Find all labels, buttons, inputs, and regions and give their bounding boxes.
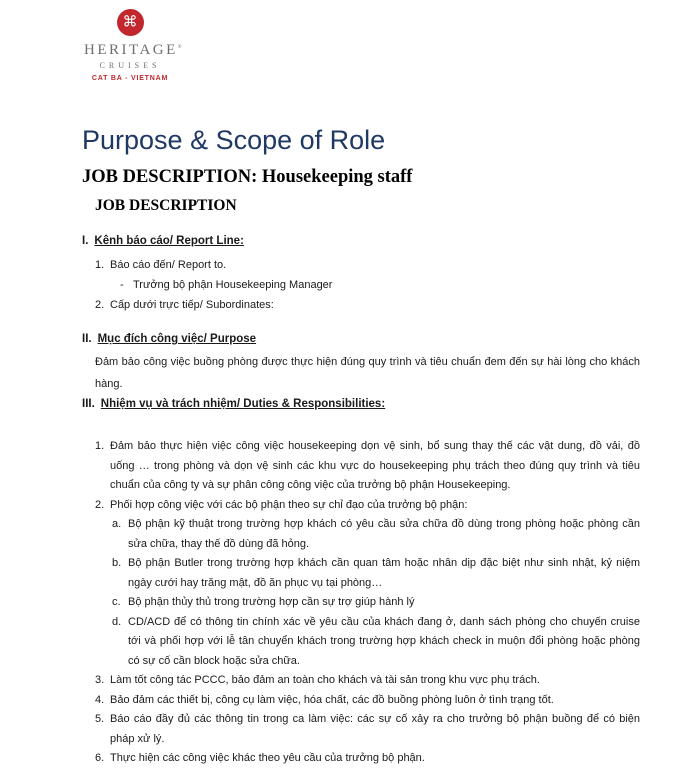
list-item xyxy=(82,437,640,496)
list-marker: 3. xyxy=(95,674,105,686)
list-item-text: Đảm bảo thực hiện việc công việc housekeeping dọn vệ sinh, bổ sung thay thế các vật dung, đồ vải, đồ uống … trong phòng và dọn vệ sinh các khu vực do housekeeping phụ trách theo đúng quy trình và tiêu chuẩn của công ty và sự phân công công việc của trưởng bộ phận Housekeeping. xyxy=(110,440,640,491)
report-line-items xyxy=(82,255,640,315)
list-marker: 5. xyxy=(95,713,105,725)
list-item-text: Bộ phận Butler trong trường hợp khách cần quan tâm hoặc nhân dịp đặc biệt như sinh nhật, kỷ niệm ngày cưới hay trăng mật, đồ ăn phục vụ tại phòng… xyxy=(128,557,640,589)
list-subitem xyxy=(82,515,640,554)
list-marker: 2. xyxy=(95,299,105,311)
purpose-paragraph: Đảm bảo công việc buồng phòng được thực hiện đúng quy trình và tiêu chuẩn đem đến sự hài lòng cho khách hàng. xyxy=(95,356,640,390)
section-numeral: II. xyxy=(82,333,92,345)
section-title: Nhiệm vụ và trách nhiệm/ Duties & Responsibilities: xyxy=(100,398,386,410)
list-marker: b. xyxy=(112,557,122,569)
logo-subbrand: CRUISES xyxy=(99,61,161,70)
page-title: Purpose & Scope of Role xyxy=(82,125,386,155)
list-subitem xyxy=(82,613,640,672)
section-purpose-header xyxy=(82,332,640,346)
list-subitem xyxy=(82,554,640,593)
list-item-text: CD/ACD để có thông tin chính xác về yêu cầu của khách đang ở, danh sách phòng cho chuyến cruise tới và phối hợp với lễ tân chuyển khách trong trường hợp khách check in muộn đổi phòng hoặc phòng có sự cố cần block hoặc sửa chữa. xyxy=(128,615,640,667)
list-marker: 1. xyxy=(95,259,105,271)
list-item xyxy=(82,496,640,516)
section-report-line-header xyxy=(82,234,640,248)
list-item-text: Trưởng bộ phận Housekeeping Manager xyxy=(133,279,333,291)
list-marker: a. xyxy=(112,518,122,530)
list-marker: - xyxy=(120,279,124,291)
list-marker: 4. xyxy=(95,693,105,706)
list-item xyxy=(82,710,640,749)
duties-list xyxy=(82,437,640,769)
list-marker: c. xyxy=(112,596,121,608)
list-marker: 2. xyxy=(95,498,105,511)
section-report-line xyxy=(82,234,640,315)
list-item-text: Thực hiện các công việc khác theo yêu cầu của trưởng bộ phận. xyxy=(110,752,425,764)
logo-brand-name xyxy=(84,42,182,59)
job-description-heading: JOB DESCRIPTION: Housekeeping staff xyxy=(82,167,413,187)
list-marker: d. xyxy=(112,615,122,628)
list-item-text: Báo cáo đầy đủ các thông tin trong ca làm việc: các sự cố xảy ra cho trưởng bộ phận buồng để có biện pháp xử lý. xyxy=(110,713,640,745)
section-title: Kênh báo cáo/ Report Line: xyxy=(94,235,244,247)
list-item xyxy=(82,671,640,691)
list-subitem xyxy=(82,275,640,295)
document-body xyxy=(82,124,640,769)
list-item-text: Bộ phận thủy thủ trong trường hợp cần sự trợ giúp hành lý xyxy=(128,596,415,608)
list-item-text: Cấp dưới trực tiếp/ Subordinates: xyxy=(110,299,274,311)
list-marker: 1. xyxy=(95,440,105,452)
trademark-symbol: ® xyxy=(177,45,182,50)
list-item-text: Báo cáo đến/ Report to. xyxy=(110,259,227,271)
section-numeral: III. xyxy=(82,398,95,410)
logo-location: CAT BA - VIETNAM xyxy=(91,75,169,82)
list-marker: 6. xyxy=(95,752,105,764)
section-purpose xyxy=(82,332,640,395)
section-numeral: I. xyxy=(82,235,89,247)
logo-brand-text: HERITAGE xyxy=(84,42,178,58)
job-description-subheading: JOB DESCRIPTION xyxy=(95,197,237,214)
list-item xyxy=(82,295,640,315)
list-item-text: Phối hợp công việc với các bộ phận theo sự chỉ đạo của trưởng bộ phận: xyxy=(110,498,468,511)
list-item-text: Bộ phận kỹ thuật trong trường hợp khách có yêu cầu sửa chữa đồ dùng trong phòng hoặc phòng cần sửa chữa, thay thế đồ dùng đã hỏng. xyxy=(128,518,640,550)
list-item-text: Bảo đảm các thiết bị, công cụ làm việc, hóa chất, các đồ buồng phòng luôn ở tình trạng tốt. xyxy=(110,693,554,706)
list-item-text: Làm tốt công tác PCCC, bảo đảm an toàn cho khách và tài sản trong khu vực phụ trách. xyxy=(110,674,540,686)
list-item xyxy=(82,749,640,769)
list-item xyxy=(82,691,640,711)
knot-icon: ⌘ xyxy=(122,13,138,31)
section-duties-header xyxy=(82,397,640,411)
list-item xyxy=(82,255,640,275)
list-subitem xyxy=(82,593,640,613)
heritage-cruises-logo xyxy=(84,9,182,82)
logo-knot-icon xyxy=(117,9,144,36)
section-title: Mục đích công việc/ Purpose xyxy=(97,333,257,345)
